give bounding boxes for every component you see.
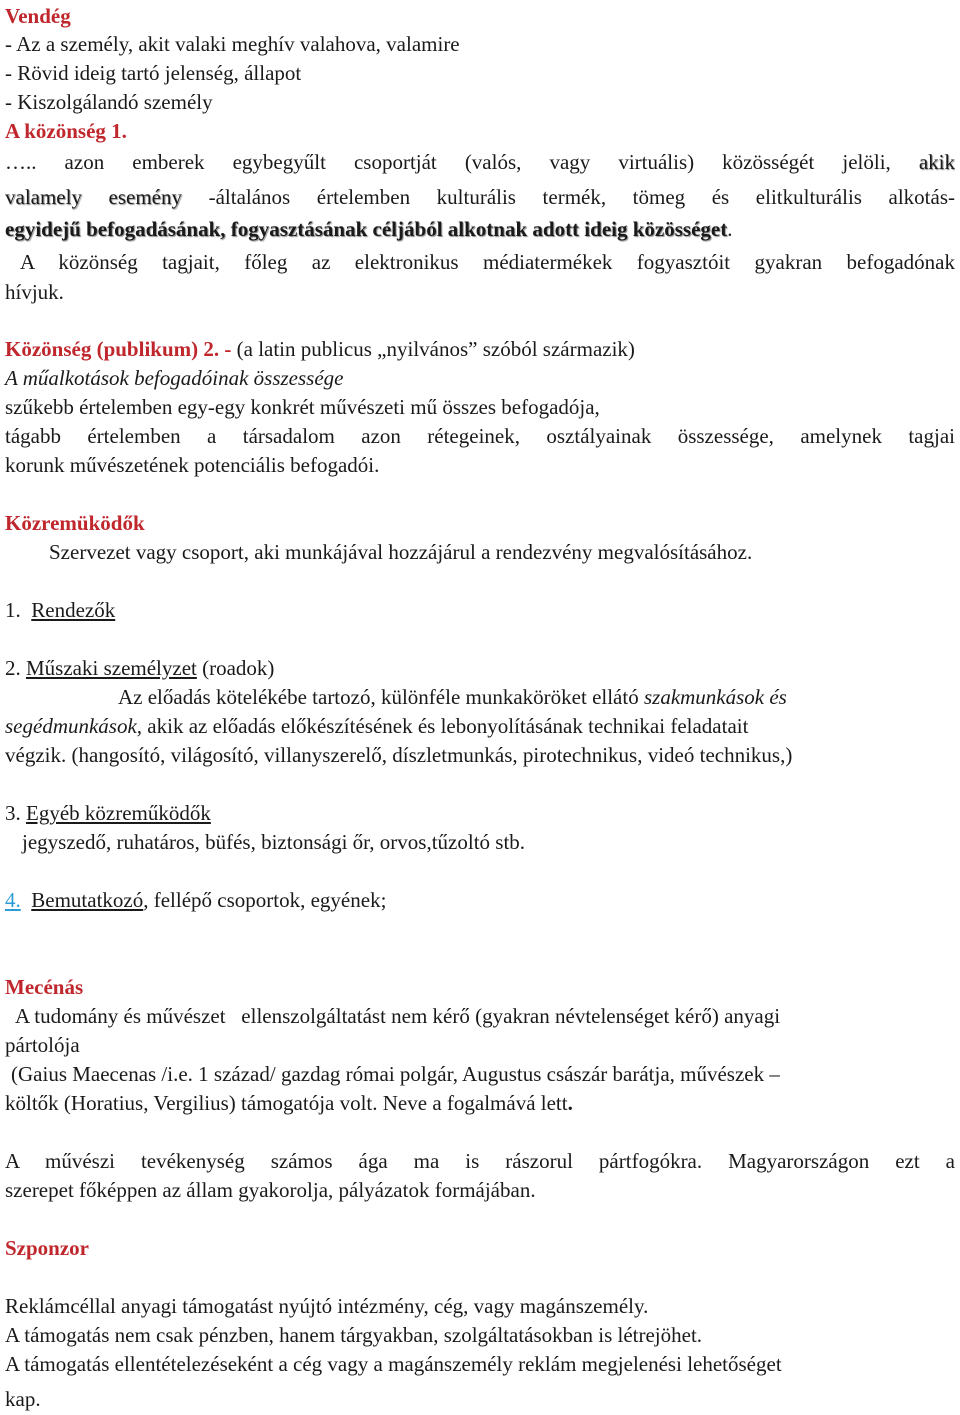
list-item-bemutatkozo — [5, 887, 386, 914]
list-number-2: 2. — [5, 656, 21, 680]
kozonseg-line-2-emphasis: valamely esemény — [5, 185, 183, 209]
kozremukodok-intro: Szervezet vagy csoport, aki munkájával hozzájárul a rendezvény megvalósításához. — [49, 540, 753, 564]
kozonseg-line-2-text: -általános értelemben kulturális termék, tömeg és elitkulturális alkotás- — [208, 185, 955, 209]
kozonseg-line-3-period: . — [727, 217, 733, 241]
vendeg-item-1: - Az a személy, akit valaki meghív valahova, valamire — [5, 32, 460, 56]
mecenas-paragraph-2-line-1: A művészi tevékenység számos ága ma is rászorul pártfogókra. Magyarországon ezt a — [5, 1149, 955, 1173]
list-item-muszaki-szemelyzet — [5, 655, 274, 682]
list-number-4-link[interactable]: 4. — [5, 888, 21, 912]
muszaki-desc-line-2-text: akik az előadás előkészítésének és lebonyolításának technikai feladatait — [147, 714, 749, 738]
mecenas-paragraph-2-line-2: szerepet főképpen az állam gyakorolja, pályázatok formájában. — [5, 1178, 536, 1202]
muszaki-desc-line-3: végzik. (hangosító, világosító, villanyszerelő, díszletmunkás, pirotechnikus, videó technikus,) — [5, 743, 793, 767]
heading-kozonseg-1: A közönség 1. — [5, 119, 127, 143]
publikum-heading-line — [5, 336, 635, 363]
szponzor-line-2: A támogatás nem csak pénzben, hanem tárgyakban, szolgáltatásokban is létrejöhet. — [5, 1323, 703, 1347]
muszaki-desc-line-1-text: Az előadás kötelékébe tartozó, különféle munkaköröket ellátó — [118, 685, 639, 709]
muszaki-desc-line-2 — [5, 713, 748, 740]
list-item-rendezok — [5, 597, 115, 624]
kozonseg-line-3-emphasis: egyidejű befogadásának, fogyasztásának céljából alkotnak adott ideig közösséget — [5, 217, 728, 241]
mecenas-line-4-text: költők (Horatius, Vergilius) támogatója volt. Neve a fogalmává lett — [5, 1091, 568, 1115]
list-number-3: 3. — [5, 801, 21, 825]
kozonseg-line-1-emphasis: akik — [918, 150, 955, 174]
list-label-bemutatkozo: Bemutatkozó — [31, 888, 144, 912]
szponzor-line-3: A támogatás ellentételezéseként a cég vagy a magánszemély reklám megjelenési lehetőséget — [5, 1352, 782, 1376]
publikum-definition: A műalkotások befogadóinak összessége — [5, 366, 344, 390]
list-label-muszaki-szemelyzet: Műszaki személyzet — [26, 656, 197, 680]
list-label-bemutatkozo-rest: , fellépő csoportok, egyének; — [143, 888, 387, 912]
list-label-egyeb-kozremukodok: Egyéb közreműködők — [26, 801, 211, 825]
heading-mecenas: Mecénás — [5, 975, 84, 999]
muszaki-desc-line-1-italic: szakmunkások és — [643, 685, 787, 709]
mecenas-line-4-period: . — [567, 1091, 573, 1115]
vendeg-item-2: - Rövid ideig tartó jelenség, állapot — [5, 61, 302, 85]
kozonseg-line-1-text: ….. azon emberek egybegyűlt csoportját (valós, vagy virtuális) közösségét jelöli, — [5, 150, 891, 174]
list-item-egyeb-kozremukodok — [5, 800, 211, 827]
szponzor-line-4: kap. — [5, 1387, 41, 1411]
publikum-line-2: tágabb értelemben a társadalom azon rétegeinek, osztályainak összessége, amelynek tagjai — [5, 424, 955, 448]
list-label-rendezok: Rendezők — [31, 598, 116, 622]
list-label-roadok: (roadok) — [202, 656, 275, 680]
szponzor-line-1: Reklámcéllal anyagi támogatást nyújtó intézmény, cég, vagy magánszemély. — [5, 1294, 649, 1318]
heading-vendeg: Vendég — [5, 4, 71, 28]
heading-szponzor: Szponzor — [5, 1236, 89, 1260]
publikum-line-1: szűkebb értelemben egy-egy konkrét művészeti mű összes befogadója, — [5, 395, 600, 419]
mecenas-line-2: pártolója — [5, 1033, 80, 1057]
muszaki-desc-line-2-italic: segédmunkások, — [5, 714, 143, 738]
list-number-1: 1. — [5, 598, 21, 622]
kozonseg-paragraph-2-line-1: A közönség tagjait, főleg az elektronikus médiatermékek fogyasztóit gyakran befogadónak — [20, 250, 955, 274]
heading-publikum: Közönség (publikum) 2. - — [5, 337, 232, 361]
muszaki-desc-line-1 — [118, 684, 787, 711]
mecenas-line-3: (Gaius Maecenas /i.e. 1 század/ gazdag római polgár, Augustus császár barátja, művészek – — [11, 1062, 780, 1086]
publikum-line-3: korunk művészetének potenciális befogadói. — [5, 453, 380, 477]
mecenas-line-1: A tudomány és művészet ellenszolgáltatást nem kérő (gyakran névtelenséget kérő) anyagi — [15, 1004, 781, 1028]
kozonseg-paragraph-line-3 — [5, 216, 732, 243]
kozonseg-paragraph-line-2 — [5, 184, 955, 211]
kozonseg-paragraph-line-1 — [5, 149, 955, 176]
publikum-origin: (a latin publicus „nyilvános” szóból származik) — [236, 337, 635, 361]
egyeb-kozremukodok-desc: jegyszedő, ruhatáros, büfés, biztonsági őr, orvos,tűzoltó stb. — [22, 830, 526, 854]
vendeg-item-3: - Kiszolgálandó személy — [5, 90, 213, 114]
heading-kozremukodok: Közremüködők — [5, 511, 145, 535]
mecenas-line-4 — [5, 1090, 573, 1117]
kozonseg-paragraph-2-line-2: hívjuk. — [5, 280, 64, 304]
